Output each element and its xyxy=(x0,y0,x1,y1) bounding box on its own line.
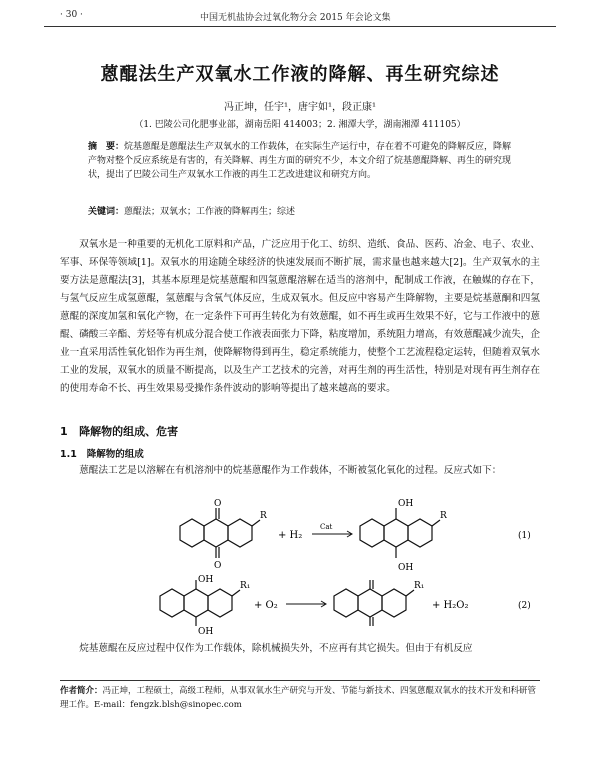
equation-2 xyxy=(150,572,550,640)
abstract xyxy=(88,140,512,182)
equation-number: (1) xyxy=(518,531,531,541)
page-number: · 30 · xyxy=(60,10,83,20)
abstract-label: 摘 要： xyxy=(88,142,125,152)
anthraquinone-structure xyxy=(334,580,414,626)
anthraquinone-structure xyxy=(180,508,260,558)
subsection-heading xyxy=(60,446,144,460)
equation-number: (2) xyxy=(518,601,531,611)
subsection-number: 1.1 xyxy=(60,449,77,460)
header-rule xyxy=(44,26,556,27)
reaction-arrow xyxy=(286,601,326,607)
section-number: 1 xyxy=(60,425,68,438)
r1-label: R₁ xyxy=(414,581,425,591)
closing-paragraph: 烷基蒽醌在反应过程中仅作为工作载体，除机械损失外，不应再有其它损失。但由于有机反应 xyxy=(79,643,473,654)
hydroanthraquinone-structure xyxy=(160,580,240,626)
r-group-label: R xyxy=(260,511,267,521)
r1-label: R₁ xyxy=(240,581,251,591)
section-paragraph: 蒽醌法工艺是以溶解在有机溶剂中的烷基蒽醌作为工作载体，不断被氢化氧化的过程。反应式如下： xyxy=(79,465,502,476)
author-footnote xyxy=(60,684,540,712)
keywords xyxy=(88,204,512,217)
plus-h2o2: + H₂O₂ xyxy=(432,600,469,611)
section-title: 降解物的组成、危害 xyxy=(79,425,179,438)
catalyst-label: Cat xyxy=(320,523,333,531)
paper-title: 蒽醌法生产双氧水工作液的降解、再生研究综述 xyxy=(100,64,500,85)
plus-o2: + O₂ xyxy=(254,600,278,611)
running-header: 中国无机盐协会过氧化物分会 2015 年会论文集 xyxy=(200,13,391,23)
intro-paragraph: 双氧水是一种重要的无机化工原料和产品，广泛应用于化工、纺织、造纸、食品、医药、冶金、电子、农业、军事、环保等领域[1]。双氧水的用途随全球经济的快速发展而不断扩展，需求量也越来越大[2]。生产双氧水的主要方法是蒽醌法[3]，其基本原理是烷基蒽醌和四氢蒽醌溶解在适当的溶剂中，配制成工作液，在触媒的存在下，与氢气反应生成氢蒽醌，氢蒽醌与含氧气体反应，生成双氧水。但反应中容易产生降解物，主要是烷基蒽酮和四氢蒽醌的深度加氢和氧化产物，在一定条件下可再生转化为有效蒽醌，如不再生或再生效果不好，它与工作液中的蒽醌、磷酸三辛酯、芳烃等有机成分混合使工作液表面张力下降，粘度增加，系统阻力增高，有效蒽醌减少流失，企业一直采用活性氧化铝作为再生剂，使降解物得到再生，稳定系统能力，使整个工艺流程稳定运转，但随着双氧水工业的发展，双氧水的质量不断提高，以及生产工艺技术的完善，对再生剂的再生活性，特别是对现有再生剂存在的使用寿命不长、再生效果易受操作条件波动的影响等提出了越来越高的要求。 xyxy=(60,239,540,394)
equation-1 xyxy=(170,496,550,574)
authors: 冯正坤，任宇¹，唐宇如¹，段正康¹ xyxy=(223,102,377,113)
reaction-arrow xyxy=(312,531,352,537)
section-heading xyxy=(60,423,178,439)
hydroanthraquinone-structure xyxy=(360,508,440,558)
footnote-label: 作者简介： xyxy=(60,686,103,696)
hydroxyl-label: OH xyxy=(198,627,214,637)
subsection-title: 降解物的组成 xyxy=(86,449,144,460)
plus-h2: + H₂ xyxy=(278,530,303,541)
hydroxyl-label: OH xyxy=(398,563,414,573)
hydroxyl-label: OH xyxy=(198,575,214,585)
hydroxyl-label: OH xyxy=(398,499,414,509)
r-group-label: R xyxy=(440,511,447,521)
oxygen-label: O xyxy=(214,561,222,571)
footnote-rule xyxy=(60,680,540,681)
affiliation: （1. 巴陵公司化肥事业部，湖南岳阳 414003；2. 湘潭大学，湖南湘潭 411105） xyxy=(134,120,466,130)
keywords-label: 关键词： xyxy=(88,207,125,217)
footnote-text: 冯正坤，工程硕士，高级工程师，从事双氧水生产研究与开发、节能与新技术、四氢蒽醌双氧水的技术开发和科研管理工作。E-mail：fengzk.blsh@sinopec.com xyxy=(60,686,537,710)
abstract-text: 烷基蒽醌是蒽醌法生产双氧水的工作载体，在实际生产运行中，存在着不可避免的降解反应，降解产物对整个反应系统是有害的，有关降解、再生方面的研究不少，本文介绍了烷基蒽醌降解、再生的研究现状，提出了巴陵公司生产双氧水工作液的再生工艺改进建议和研究方向。 xyxy=(88,142,512,180)
oxygen-label: O xyxy=(214,499,222,509)
keywords-text: 蒽醌法；双氧水；工作液的降解再生；综述 xyxy=(124,207,296,217)
